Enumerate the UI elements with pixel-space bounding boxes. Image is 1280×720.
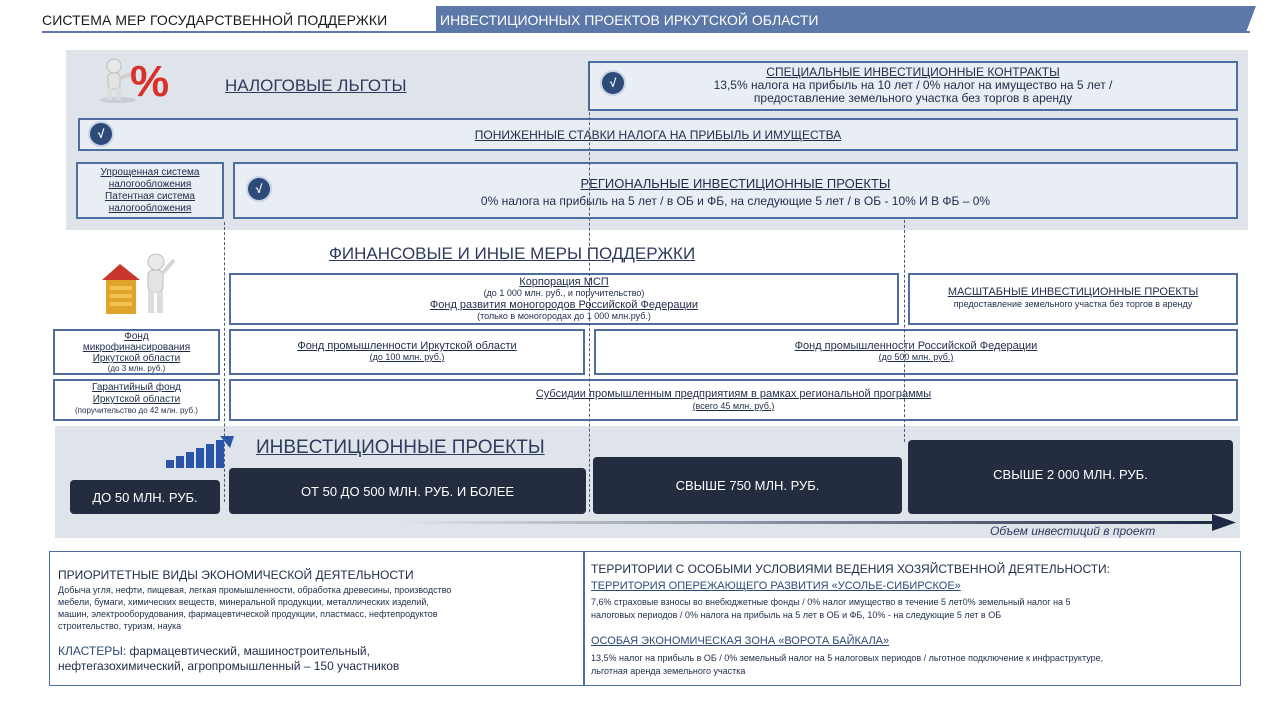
tor-title: ТЕРРИТОРИЯ ОПЕРЕЖАЮЩЕГО РАЗВИТИЯ «УСОЛЬЕ-СИБИРСКОЕ» xyxy=(591,580,961,592)
irk-industry-note: (до 100 млн. руб.) xyxy=(369,352,445,362)
priority-line4: строительство, туризм, наука xyxy=(58,621,182,631)
micro-fund-note: (до 3 млн. руб.) xyxy=(107,364,166,373)
msp-fund-note: (только в моногородах до 1 000 млн.руб.) xyxy=(477,311,651,321)
msp-note: (до 1 000 млн. руб., и поручительство) xyxy=(483,288,645,298)
large-projects-text: предоставление земельного участка без торгов в аренду xyxy=(953,299,1193,309)
simplified-line3: Патентная система xyxy=(105,191,195,202)
irk-industry-fund-box xyxy=(229,329,585,375)
irk-industry-title: Фонд промышленности Иркутской области xyxy=(297,340,517,352)
simplified-tax-box xyxy=(76,162,224,219)
check-icon: √ xyxy=(246,176,272,202)
regional-projects-box xyxy=(233,162,1238,219)
special-contracts-line2: предоставление земельного участка без торгов в аренду xyxy=(753,91,1073,105)
percent-icon xyxy=(96,52,176,104)
guarantee-fund-note: (поручительство до 42 млн. руб.) xyxy=(75,406,198,415)
investment-axis-label: Объем инвестиций в проект xyxy=(990,524,1156,538)
special-contracts-line1: 13,5% налога на прибыль на 10 лет / 0% налог на имущество на 5 лет / xyxy=(713,78,1113,92)
reduced-rates-box xyxy=(78,118,1238,151)
micro-fund-box xyxy=(53,329,220,375)
clusters-label: КЛАСТЕРЫ: xyxy=(58,644,127,658)
tier-50-to-500: ОТ 50 ДО 500 МЛН. РУБ. И БОЛЕЕ xyxy=(229,468,586,514)
simplified-line1: Упрощенная система xyxy=(100,167,200,178)
svg-text:%: % xyxy=(130,57,170,104)
oez-title: ОСОБАЯ ЭКОНОМИЧЕСКАЯ ЗОНА «ВОРОТА БАЙКАЛА» xyxy=(591,635,890,647)
rf-industry-fund-box xyxy=(594,329,1238,375)
tax-heading: НАЛОГОВЫЕ ЛЬГОТЫ xyxy=(225,76,407,95)
priority-box xyxy=(49,551,584,686)
rf-industry-title: Фонд промышленности Российской Федерации xyxy=(794,340,1038,352)
page-title-right: ИНВЕСТИЦИОННЫХ ПРОЕКТОВ ИРКУТСКОЙ ОБЛАСТИ xyxy=(440,12,819,28)
simplified-line2: налогообложения xyxy=(108,179,192,190)
micro-fund-line3: Иркутской области xyxy=(92,353,181,364)
page-title-left: СИСТЕМА МЕР ГОСУДАРСТВЕННОЙ ПОДДЕРЖКИ xyxy=(42,12,388,28)
invest-heading: ИНВЕСТИЦИОННЫЕ ПРОЕКТЫ xyxy=(256,437,545,458)
dashed-guide xyxy=(904,220,905,442)
special-contracts-title: СПЕЦИАЛЬНЫЕ ИНВЕСТИЦИОННЫЕ КОНТРАКТЫ xyxy=(766,65,1060,79)
msp-title: Корпорация МСП xyxy=(519,276,609,288)
tor-line2: налоговых периодов / 0% налога на прибыль на 5 лет в ОБ и ФБ, 10% - на следующие 5 лет в ОБ xyxy=(591,610,1002,620)
tier-over-750: СВЫШЕ 750 МЛН. РУБ. xyxy=(593,457,902,514)
money-house-icon xyxy=(98,246,178,320)
subsidies-title: Субсидии промышленным предприятиям в рамках региональной программы xyxy=(535,388,932,400)
msp-box xyxy=(229,273,899,325)
title-underline xyxy=(42,31,1250,33)
regional-projects-text: 0% налога на прибыль на 5 лет / в ОБ и ФБ, на следующие 5 лет / в ОБ - 10% И В ФБ – 0% xyxy=(480,194,991,208)
priority-title: ПРИОРИТЕТНЫЕ ВИДЫ ЭКОНОМИЧЕСКОЙ ДЕЯТЕЛЬНОСТИ xyxy=(58,568,414,582)
tier-over-2000: СВЫШЕ 2 000 МЛН. РУБ. xyxy=(908,440,1233,514)
dashed-guide xyxy=(589,62,590,512)
large-projects-title: МАСШТАБНЫЕ ИНВЕСТИЦИОННЫЕ ПРОЕКТЫ xyxy=(947,286,1199,298)
subsidies-note: (всего 45 млн. руб.) xyxy=(692,401,775,411)
regional-projects-title: РЕГИОНАЛЬНЫЕ ИНВЕСТИЦИОННЫЕ ПРОЕКТЫ xyxy=(580,176,891,191)
clusters-line2: нефтегазохимический, агропромышленный – 150 участников xyxy=(58,659,400,673)
large-projects-box xyxy=(908,273,1238,325)
priority-line1: Добыча угля, нефти, пищевая, легкая промышленности, обработка древесины, производство xyxy=(58,585,452,595)
simplified-line4: налогообложения xyxy=(108,203,192,214)
dashed-guide xyxy=(224,222,225,502)
clusters-line1: фармацевтический, машиностроительный, xyxy=(126,644,370,658)
micro-fund-line1: Фонд xyxy=(124,331,149,342)
subsidies-box xyxy=(229,379,1238,421)
guarantee-fund-line2: Иркутской области xyxy=(92,394,181,405)
finance-heading: ФИНАНСОВЫЕ И ИНЫЕ МЕРЫ ПОДДЕРЖКИ xyxy=(329,244,696,263)
special-contracts-box xyxy=(588,61,1238,111)
territories-title: ТЕРРИТОРИИ С ОСОБЫМИ УСЛОВИЯМИ ВЕДЕНИЯ ХОЗЯЙСТВЕННОЙ ДЕЯТЕЛЬНОСТИ: xyxy=(591,562,1110,576)
guarantee-fund-box xyxy=(53,379,220,421)
tor-line1: 7,6% страховые взносы во внебюджетные фонды / 0% налог имущество в течение 5 лет0% земельный налог на 5 xyxy=(591,597,1071,607)
msp-fund: Фонд развития моногородов Российской Федерации xyxy=(429,299,699,311)
rf-industry-note: (до 500 млн. руб.) xyxy=(878,352,954,362)
priority-line3: машин, электрооборудования, фармацевтической продукции, пластмасс, нефтепродуктов xyxy=(58,609,438,619)
territories-box xyxy=(584,551,1241,686)
micro-fund-line2: микрофинансирования xyxy=(82,342,191,353)
check-icon: √ xyxy=(88,121,114,147)
oez-line1: 13,5% налог на прибыль в ОБ / 0% земельный налог на 5 налоговых периодов / льготное подключение к инфраструктуре, xyxy=(591,653,1104,663)
guarantee-fund-line1: Гарантийный фонд xyxy=(91,382,182,393)
tier-up-to-50: ДО 50 МЛН. РУБ. xyxy=(70,480,220,514)
check-icon: √ xyxy=(600,70,626,96)
growth-chart-icon xyxy=(164,434,236,470)
oez-line2: льготная аренда земельного участка xyxy=(591,666,746,676)
priority-line2: мебели, бумаги, химических веществ, минеральной продукции, металлических изделий, xyxy=(58,597,429,607)
reduced-rates-text: ПОНИЖЕННЫЕ СТАВКИ НАЛОГА НА ПРИБЫЛЬ И ИМУЩЕСТВА xyxy=(474,128,842,142)
clusters-row xyxy=(58,644,370,659)
